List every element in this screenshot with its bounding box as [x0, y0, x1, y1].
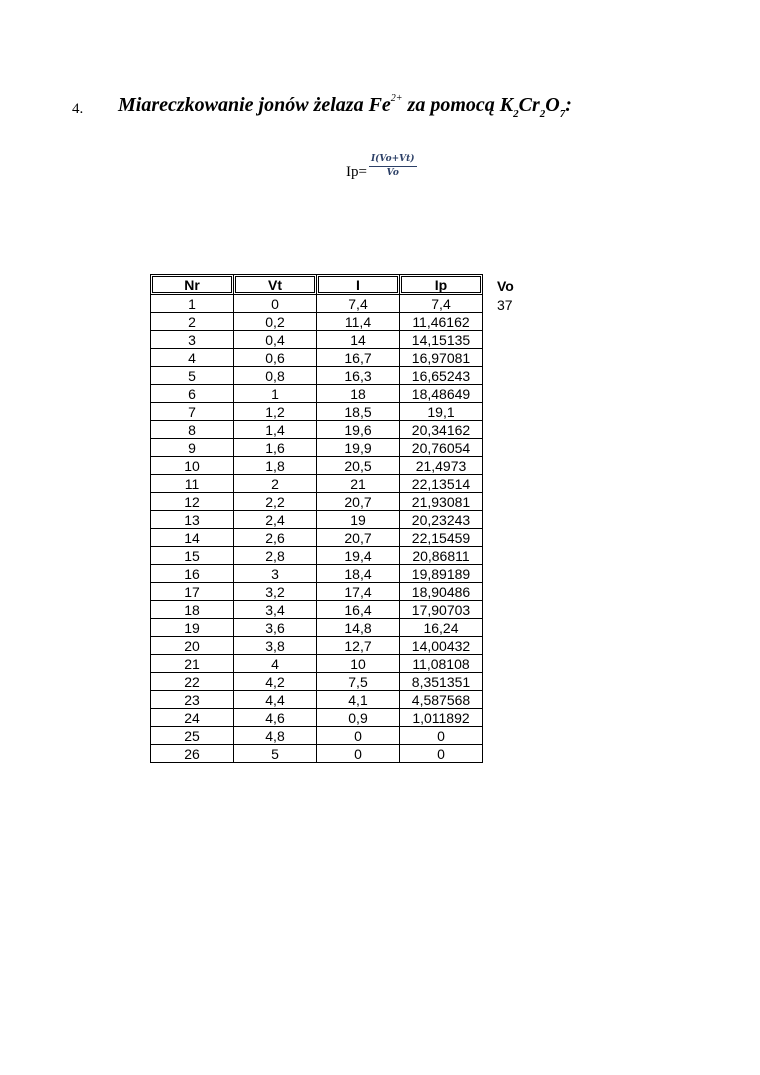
table-row — [151, 601, 483, 619]
formula-denominator: Vo — [386, 167, 399, 178]
vo-value: 37 — [497, 297, 513, 313]
table-cell: 18 — [151, 601, 234, 619]
table-cell: 15 — [151, 547, 234, 565]
table-cell: 16,24 — [400, 619, 483, 637]
table-cell: 12,7 — [317, 637, 400, 655]
vo-label: Vo — [497, 278, 514, 294]
table-cell: 1 — [234, 385, 317, 403]
table-cell: 16,3 — [317, 367, 400, 385]
table-cell: 12 — [151, 493, 234, 511]
table-cell: 14,8 — [317, 619, 400, 637]
table-row — [151, 349, 483, 367]
table-row — [151, 295, 483, 313]
table-cell: 11 — [151, 475, 234, 493]
table-cell: 0,4 — [234, 331, 317, 349]
table-cell: 0,9 — [317, 709, 400, 727]
table-cell: 10 — [317, 655, 400, 673]
table-cell: 22,15459 — [400, 529, 483, 547]
table-header-row — [151, 275, 483, 295]
table-cell: 0 — [317, 745, 400, 763]
table-cell: 5 — [151, 367, 234, 385]
table-cell: 4,1 — [317, 691, 400, 709]
table-cell: 16,4 — [317, 601, 400, 619]
table-cell: 1,4 — [234, 421, 317, 439]
table-cell: 0 — [400, 745, 483, 763]
header-vt: Vt — [234, 275, 317, 295]
table-row — [151, 403, 483, 421]
table-cell: 2,6 — [234, 529, 317, 547]
table-cell: 2,4 — [234, 511, 317, 529]
table-cell: 25 — [151, 727, 234, 745]
table-row — [151, 457, 483, 475]
table-row — [151, 565, 483, 583]
table-cell: 19,6 — [317, 421, 400, 439]
table-cell: 3,6 — [234, 619, 317, 637]
table-row — [151, 655, 483, 673]
section-number: 4. — [72, 101, 84, 117]
formula-label: Ip= — [346, 164, 367, 180]
table-cell: 19,89189 — [400, 565, 483, 583]
table-cell: 5 — [234, 745, 317, 763]
table-cell: 1,8 — [234, 457, 317, 475]
table-cell: 20,34162 — [400, 421, 483, 439]
table-row — [151, 385, 483, 403]
table-cell: 3,4 — [234, 601, 317, 619]
table-row — [151, 745, 483, 763]
table-row — [151, 727, 483, 745]
table-row — [151, 439, 483, 457]
formula-fraction — [369, 152, 417, 180]
header-nr: Nr — [151, 275, 234, 295]
table-cell: 7,4 — [317, 295, 400, 313]
table-cell: 9 — [151, 439, 234, 457]
table-row — [151, 367, 483, 385]
table-row — [151, 421, 483, 439]
table-cell: 20,7 — [317, 493, 400, 511]
table-cell: 11,46162 — [400, 313, 483, 331]
table-cell: 20,7 — [317, 529, 400, 547]
table-cell: 4 — [234, 655, 317, 673]
title-subscript-1: 2 — [513, 108, 519, 120]
title-subscript-2: 2 — [539, 108, 546, 120]
table-cell: 14 — [151, 529, 234, 547]
table-cell: 18,48649 — [400, 385, 483, 403]
table-cell: 23 — [151, 691, 234, 709]
section-title — [118, 94, 572, 119]
table-row — [151, 313, 483, 331]
table-cell: 0,8 — [234, 367, 317, 385]
table-row — [151, 475, 483, 493]
table-cell: 14,00432 — [400, 637, 483, 655]
table-cell: 18 — [317, 385, 400, 403]
title-colon: : — [565, 94, 572, 116]
table-cell: 3 — [151, 331, 234, 349]
table-cell: 4,8 — [234, 727, 317, 745]
table-cell: 1,6 — [234, 439, 317, 457]
table-cell: 20,23243 — [400, 511, 483, 529]
table-cell: 14 — [317, 331, 400, 349]
table-cell: 17 — [151, 583, 234, 601]
table-cell: 2 — [151, 313, 234, 331]
table-cell: 21,93081 — [400, 493, 483, 511]
table-cell: 3 — [234, 565, 317, 583]
table-cell: 7 — [151, 403, 234, 421]
table-cell: 16,97081 — [400, 349, 483, 367]
table-row — [151, 331, 483, 349]
table-cell: 20 — [151, 637, 234, 655]
table-cell: 20,76054 — [400, 439, 483, 457]
table-cell: 26 — [151, 745, 234, 763]
table-cell: 20,86811 — [400, 547, 483, 565]
table-cell: 0,2 — [234, 313, 317, 331]
table-cell: 21 — [151, 655, 234, 673]
table-cell: 4,4 — [234, 691, 317, 709]
table-cell: 18,4 — [317, 565, 400, 583]
table-cell: 19,4 — [317, 547, 400, 565]
table-row — [151, 709, 483, 727]
header-i: I — [317, 275, 400, 295]
table-cell: 22 — [151, 673, 234, 691]
table-row — [151, 673, 483, 691]
table-cell: 6 — [151, 385, 234, 403]
title-text-1: Miareczkowanie jonów żelaza Fe — [118, 94, 391, 116]
table-cell: 19 — [317, 511, 400, 529]
table-cell: 8,351351 — [400, 673, 483, 691]
table-row — [151, 511, 483, 529]
table-row — [151, 637, 483, 655]
table-cell: 7,5 — [317, 673, 400, 691]
formula-numerator: I(Vo+Vt) — [369, 152, 417, 167]
table-cell: 16 — [151, 565, 234, 583]
table-row — [151, 583, 483, 601]
table-cell: 1 — [151, 295, 234, 313]
table-cell: 10 — [151, 457, 234, 475]
table-cell: 4,6 — [234, 709, 317, 727]
table-cell: 16,65243 — [400, 367, 483, 385]
table-cell: 2,8 — [234, 547, 317, 565]
table-cell: 24 — [151, 709, 234, 727]
title-superscript: 2+ — [390, 93, 403, 105]
table-cell: 1,2 — [234, 403, 317, 421]
table-cell: 20,5 — [317, 457, 400, 475]
table-cell: 19,9 — [317, 439, 400, 457]
table-row — [151, 619, 483, 637]
table-row — [151, 691, 483, 709]
table-cell: 17,4 — [317, 583, 400, 601]
table-cell: 0 — [234, 295, 317, 313]
table-cell: 13 — [151, 511, 234, 529]
title-text-2: za pomocą K — [402, 94, 514, 116]
table-cell: 4 — [151, 349, 234, 367]
formula — [346, 150, 417, 181]
table-cell: 19,1 — [400, 403, 483, 421]
table-cell: 17,90703 — [400, 601, 483, 619]
table-cell: 21 — [317, 475, 400, 493]
table-cell: 18,5 — [317, 403, 400, 421]
table-cell: 18,90486 — [400, 583, 483, 601]
table-cell: 21,4973 — [400, 457, 483, 475]
table-row — [151, 529, 483, 547]
table-cell: 2 — [234, 475, 317, 493]
table-cell: 4,587568 — [400, 691, 483, 709]
title-subscript-3: 7 — [559, 108, 566, 120]
table-cell: 22,13514 — [400, 475, 483, 493]
table-cell: 0 — [400, 727, 483, 745]
table-cell: 3,8 — [234, 637, 317, 655]
table-cell: 8 — [151, 421, 234, 439]
table-cell: 19 — [151, 619, 234, 637]
title-text-4: O — [545, 94, 560, 116]
header-ip: Ip — [400, 275, 483, 295]
table-cell: 3,2 — [234, 583, 317, 601]
table-row — [151, 493, 483, 511]
table-cell: 0 — [317, 727, 400, 745]
table-cell: 11,08108 — [400, 655, 483, 673]
table-cell: 1,011892 — [400, 709, 483, 727]
table-cell: 2,2 — [234, 493, 317, 511]
table-cell: 16,7 — [317, 349, 400, 367]
table-cell: 4,2 — [234, 673, 317, 691]
table-cell: 14,15135 — [400, 331, 483, 349]
data-table — [150, 274, 483, 763]
table-cell: 0,6 — [234, 349, 317, 367]
table-row — [151, 547, 483, 565]
table-cell: 7,4 — [400, 295, 483, 313]
title-text-3: Cr — [518, 94, 540, 116]
table-cell: 11,4 — [317, 313, 400, 331]
